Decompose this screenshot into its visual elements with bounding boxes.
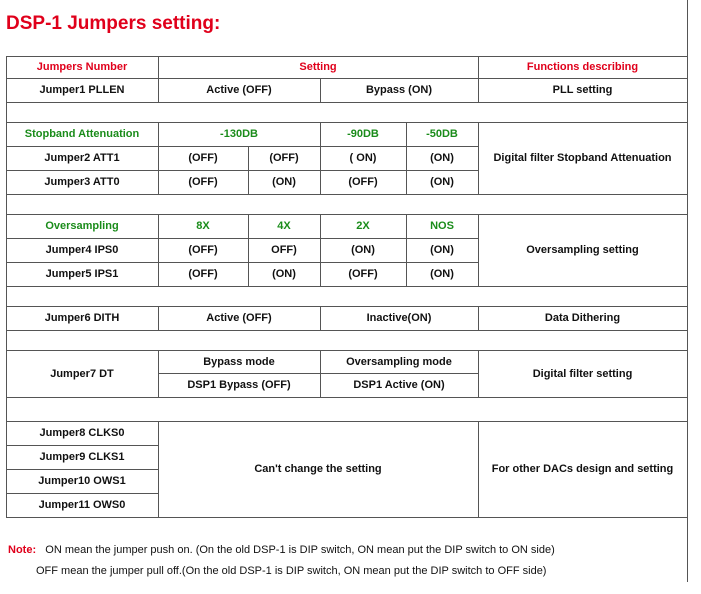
document-title: DSP-1 Jumpers setting: — [6, 13, 221, 34]
note-line-1 — [8, 544, 555, 556]
grid-line — [6, 397, 688, 398]
dith-inactive-value: Inactive(ON) — [366, 312, 432, 324]
dith-function: Data Dithering — [544, 312, 621, 324]
note-text-2: OFF mean the jumper pull off.(On the old DSP-1 is DIP switch, ON mean put the DIP switch to OFF side) — [36, 565, 547, 577]
stopband-label: Stopband Attenuation — [24, 128, 140, 140]
header-jumpers-number: Jumpers Number — [36, 61, 128, 73]
ows0-label: Jumper11 OWS0 — [38, 499, 126, 511]
oversampling-col-4x: 4X — [277, 220, 291, 232]
ows1-label: Jumper10 OWS1 — [38, 475, 126, 487]
oversampling-col-2x: 2X — [356, 220, 370, 232]
att1-label: Jumper2 ATT1 — [44, 152, 120, 164]
stopband-col2: -90DB — [347, 128, 379, 140]
dt-function: Digital filter setting — [532, 367, 633, 380]
grid-line — [6, 330, 688, 331]
dt-bypass-value: DSP1 Bypass (OFF) — [187, 379, 291, 391]
pll-jumper-label: Jumper1 PLLEN — [39, 84, 125, 96]
ips1-label: Jumper5 IPS1 — [45, 268, 119, 280]
grid-line — [6, 286, 688, 287]
grid-line — [6, 102, 688, 103]
att1-value: (OFF) — [269, 152, 299, 164]
dith-active-value: Active (OFF) — [206, 312, 272, 324]
att0-value: (OFF) — [348, 176, 378, 188]
ips1-value: (ON) — [430, 268, 454, 280]
oversampling-function: Oversampling setting — [526, 244, 639, 256]
dt-bypass-mode: Bypass mode — [203, 355, 275, 368]
dith-jumper-label: Jumper6 DITH — [44, 312, 120, 324]
att0-label: Jumper3 ATT0 — [44, 176, 120, 188]
att0-value: (ON) — [430, 176, 454, 188]
oversampling-col-nos: NOS — [430, 220, 454, 232]
dt-active-value: DSP1 Active (ON) — [353, 379, 445, 391]
ips1-value: (OFF) — [348, 268, 378, 280]
others-function: For other DACs design and setting — [491, 463, 674, 475]
note-line-2 — [36, 565, 546, 577]
pll-active-value: Active (OFF) — [206, 84, 272, 96]
grid-line — [6, 194, 688, 195]
stopband-function: Digital filter Stopband Attenuation — [493, 152, 672, 164]
att1-value: (ON) — [430, 152, 454, 164]
ips0-label: Jumper4 IPS0 — [45, 244, 119, 256]
frame-right-border — [687, 0, 688, 582]
dt-jumper-label: Jumper7 DT — [50, 367, 114, 380]
others-setting: Can't change the setting — [254, 463, 382, 475]
ips0-value: (ON) — [430, 244, 454, 256]
att1-value: ( ON) — [349, 152, 377, 164]
att0-value: (OFF) — [188, 176, 218, 188]
pll-bypass-value: Bypass (ON) — [365, 84, 433, 96]
ips0-value: (OFF) — [188, 244, 218, 256]
clks1-label: Jumper9 CLKS1 — [39, 451, 125, 463]
header-functions: Functions describing — [526, 61, 639, 73]
dt-oversampling-mode: Oversampling mode — [346, 355, 452, 368]
stopband-col3: -50DB — [426, 128, 458, 140]
clks0-label: Jumper8 CLKS0 — [39, 427, 125, 439]
grid-line — [6, 517, 688, 518]
ips0-value: OFF) — [271, 244, 297, 256]
ips0-value: (ON) — [351, 244, 375, 256]
ips1-value: (ON) — [272, 268, 296, 280]
att0-value: (ON) — [272, 176, 296, 188]
note-text-1: ON mean the jumper push on. (On the old DSP-1 is DIP switch, ON mean put the DIP switch to ON side) — [45, 544, 555, 556]
pll-function: PLL setting — [552, 84, 613, 96]
header-setting: Setting — [299, 61, 337, 73]
ips1-value: (OFF) — [188, 268, 218, 280]
att1-value: (OFF) — [188, 152, 218, 164]
oversampling-label: Oversampling — [45, 220, 119, 232]
stopband-col1: -130DB — [220, 128, 258, 140]
oversampling-col-8x: 8X — [196, 220, 210, 232]
note-label: Note: — [8, 544, 37, 556]
